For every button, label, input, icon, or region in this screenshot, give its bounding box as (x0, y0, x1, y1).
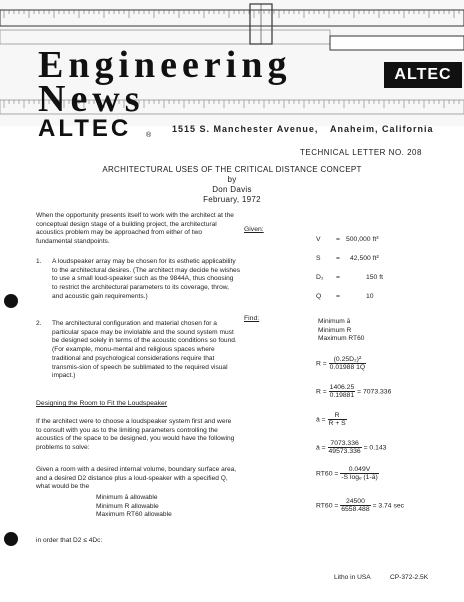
author: Don Davis (212, 185, 252, 194)
masthead-title-line2: News (38, 78, 145, 120)
list-item: Maximum RT60 allowable (96, 511, 172, 519)
altec-logo: ALTEC (38, 115, 132, 142)
given-label: Given: (244, 226, 264, 233)
date: February, 1972 (203, 195, 261, 204)
altec-badge: ALTEC (384, 62, 462, 88)
document-title: ARCHITECTURAL USES OF THE CRITICAL DISTANCE CONCEPT (102, 165, 362, 174)
equation-abar-formula: ā = $\frac{R}{R + S}$ (316, 412, 346, 427)
byline-by: by (227, 175, 237, 184)
find-item: Minimum ā (318, 318, 351, 325)
binder-hole (4, 294, 18, 308)
equation-r-value: R = $\frac{1406.25}{0.19881}$ = 7073.336 (316, 384, 392, 399)
equation-rt60-formula: RT60 = $\frac{0.049V}{\text{-S logₑ (1-ā)}}$ (316, 466, 378, 481)
find-label: Find: (244, 315, 260, 322)
order-condition: in order that D2 ≤ 4Dc: (36, 537, 103, 544)
given-row: V = 500,000 ft³ (316, 236, 379, 243)
registered-mark: ® (146, 132, 152, 139)
find-item: Maximum RT60 (318, 335, 365, 343)
given-row: D₂ = 150 ft (316, 274, 384, 281)
litho-note: Litho in USA (334, 574, 371, 581)
minimum-list (96, 494, 236, 520)
point-1-number: 1. (36, 258, 42, 265)
design-paragraph: If the architect were to choose a loudspeaker system first and were to consult with you as to the limiting parameters controlling the acoustics of the space to be designed, you would have the following problems to solve: (36, 418, 235, 452)
title-block (60, 165, 404, 205)
point-1-text: A loudspeaker array may be chosen for its esthetic applicability to the architectural desires. (The architect may decide he wishes to use a small loud-speaker such as the 9844A, thus choosing to restrict the architectural parameters to its coverage, throw, and acoustic gain requirements.) (52, 258, 241, 300)
list-item: Minimum ā allowable (96, 494, 158, 501)
point-2-number: 2. (36, 320, 42, 327)
section-heading: Designing the Room to Fit the Loudspeaker (36, 400, 168, 407)
point-2-text: The architectural configuration and material chosen for a particular space may be inviolable and the sound system must be designed solely in terms of the acoustic conditions so found. (For example, monu-mental and religious spaces where traditional and psychological considerations require that transmis-sion of speech be sublimated to the required visual impact.) (52, 320, 237, 380)
masthead-title-line1: Engineering (38, 44, 292, 86)
street-address: 1515 S. Manchester Avenue, (172, 124, 319, 134)
given-row: Q = 10 (316, 293, 374, 300)
list-item: Minimum R allowable (96, 502, 159, 510)
given-row: S = 42,500 ft² (316, 255, 379, 262)
find-item: Minimum R (318, 326, 352, 334)
equation-r-formula: R = $\frac{\text{(0.25D₂)²}}{0.01988 1Q}$ (316, 356, 366, 371)
equation-rt60-value: RT60 = $\frac{24500}{6558.488}$ = 3.74 sec (316, 498, 405, 513)
document-code: CP-372-2.5K (390, 574, 429, 581)
technical-letter-number: TECHNICAL LETTER NO. 208 (300, 148, 422, 157)
city-address: Anaheim, California (330, 124, 434, 134)
given-room-paragraph: Given a room with a desired internal volume, boundary surface area, and a desired D2 distance plus a loud-speaker with a specified Q, what would be the (36, 466, 237, 491)
find-list (318, 318, 438, 344)
given-list (316, 236, 456, 312)
equation-abar-value: ā = $\frac{7073.336}{49573.336}$ = 0.143 (316, 440, 387, 455)
binder-hole (4, 532, 18, 546)
intro-paragraph: When the opportunity presents itself to work with the architect at the conceptual design stage of a building project, the architectural acoustics problem may be approached from either of two fundamental standpoints. (36, 212, 234, 246)
